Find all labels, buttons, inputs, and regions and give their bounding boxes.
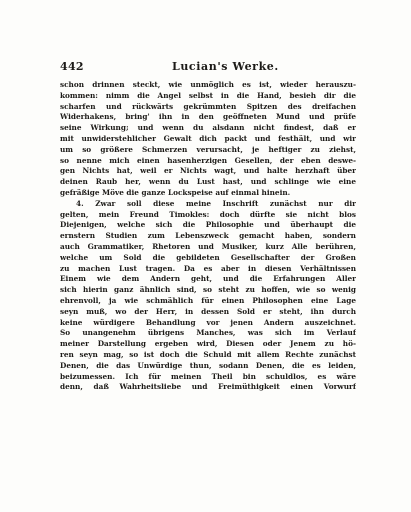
paragraph-start-line: 4. Zwar soll diese meine Inschrift zunächst nur dir bbox=[76, 198, 356, 208]
text-line: Widerhakens, bring' ihn in den geöffneten Mund und prüfe bbox=[60, 112, 356, 122]
text-line: ernstern Studien zum Lebenszweck gemacht haben, sondern bbox=[60, 231, 356, 241]
running-head: Lucian's Werke. bbox=[172, 60, 279, 73]
text-line: scharfen und rückwärts gekrümmten Spitzen des dreifachen bbox=[60, 101, 356, 111]
text-line: um so größere Schmerzen verursacht, je heftiger zu ziehst, bbox=[60, 144, 356, 154]
text-line: sich hierin ganz ähnlich sind, so steht zu hoffen, wie so wenig bbox=[60, 285, 356, 295]
text-line: So unangenehm übrigens Manches, was sich im Verlauf bbox=[60, 328, 356, 338]
text-line: welche um Sold die gebildeten Gesellschafter der Großen bbox=[60, 252, 356, 262]
text-line: gen Nichts hat, weil er Nichts wagt, und halte herzhaft über bbox=[60, 166, 356, 176]
text-line: seine Wirkung; und wenn du alsdann nicht findest, daß er bbox=[60, 123, 356, 133]
text-line: zu machen Lust tragen. Da es aber in diesen Verhältnissen bbox=[60, 263, 356, 273]
text-line: beizumessen. Ich für meinen Theil bin schuldlos, es wäre bbox=[60, 371, 356, 381]
text-line: auch Grammatiker, Rhetoren und Musiker, kurz Alle berühren, bbox=[60, 241, 356, 251]
text-line: seyn muß, wo der Herr, in dessen Sold er steht, ihn durch bbox=[60, 306, 356, 316]
text-line: deinen Raub her, wenn du Lust hast, und schlinge wie eine bbox=[60, 177, 356, 187]
page-header bbox=[60, 60, 356, 74]
text-line: meiner Darstellung ergeben wird, Diesen oder Jenem zu hö- bbox=[60, 339, 356, 349]
text-line: gelten, mein Freund Timokles: doch dürfte sie nicht blos bbox=[60, 209, 356, 219]
text-line: Denen, die das Unwürdige thun, sodann Denen, die es leiden, bbox=[60, 360, 356, 370]
text-line: so nenne mich einen hasenherzigen Gesellen, der eben deswe- bbox=[60, 155, 356, 165]
text-line: Einem wie dem Andern geht, und die Erfahrungen Aller bbox=[60, 274, 356, 284]
text-line: Diejenigen, welche sich die Philosophie und überhaupt die bbox=[60, 220, 356, 230]
text-line: denn, daß Wahrheitsliebe und Freimüthigkeit einen Vorwurf bbox=[60, 382, 356, 392]
page-number: 442 bbox=[60, 60, 84, 73]
body-text bbox=[60, 80, 356, 393]
text-line: mit unwiderstehlicher Gewalt dich packt und festhält, und wir bbox=[60, 133, 356, 143]
text-line: kommen: nimm die Angel selbst in die Hand, besieh dir die bbox=[60, 90, 356, 100]
text-line: keine würdigere Behandlung vor jenen Andern auszeichnet. bbox=[60, 317, 356, 327]
text-line: ren seyn mag, so ist doch die Schuld mit allem Rechte zunächst bbox=[60, 349, 356, 359]
text-line: ehrenvoll, ja wie schmählich für einen Philosophen eine Lage bbox=[60, 295, 356, 305]
text-line: schon drinnen steckt, wie unmöglich es ist, wieder herauszu- bbox=[60, 80, 356, 89]
text-line: gefräßige Möve die ganze Lockspeise auf einmal hinein. bbox=[60, 187, 291, 197]
